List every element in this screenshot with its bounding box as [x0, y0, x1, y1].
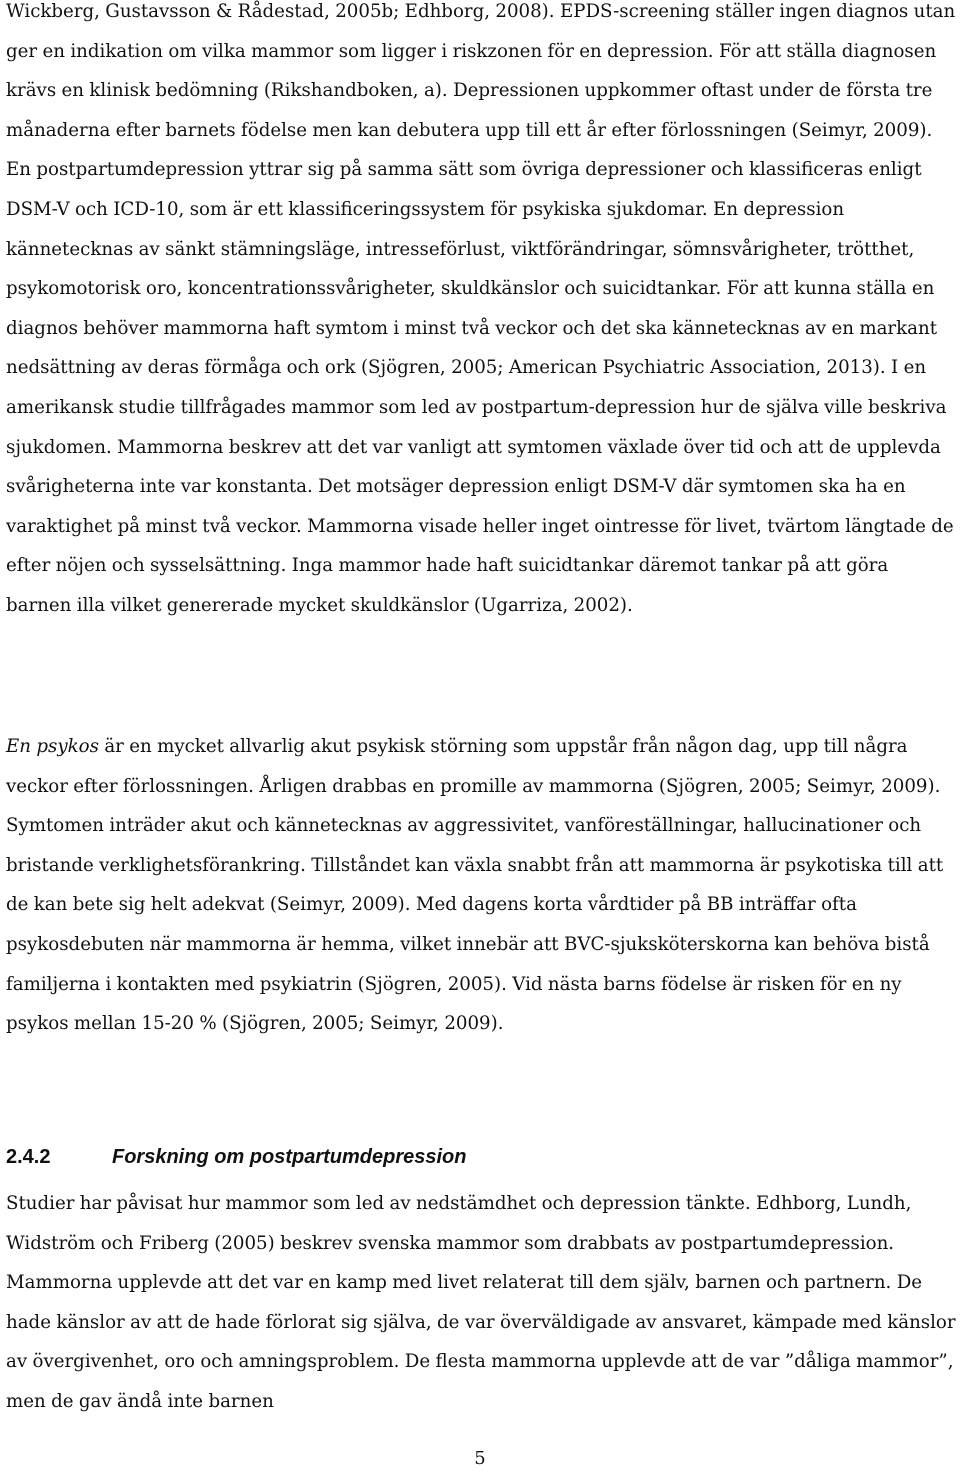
section-title: Forskning om postpartumdepression [112, 1146, 467, 1168]
paragraph-research: Studier har påvisat hur mammor som led av nedstämdhet och depression tänkte. Edhborg, Lundh, Widström och Friberg (2005) beskrev svenska mammor som drabbats av postpartumdepression. Mammorna upplevde att det var en kamp med livet relaterat till dem själv, barnen och partnern. De hade känslor av att de hade förlorat sig själva, de var överväldigade av ansvaret, kämpade med känslor av övergivenhet, oro och amningsproblem. De flesta mammorna upplevde att de var ”dåliga mammor”, men de gav ändå inte barnen [6, 1193, 956, 1412]
paragraph-psychosis [6, 727, 956, 1044]
psychosis-term: En psykos [6, 736, 99, 757]
psychosis-text: är en mycket allvarlig akut psykisk störning som uppstår från någon dag, upp till några veckor efter förlossningen. Årligen drabbas en promille av mammorna (Sjögren, 2005; Seimyr, 2009). Symtomen inträder akut och kännetecknas av aggressivitet, vanföreställningar, hallucinationer och bristande verklighetsförankring. Tillståndet kan växla snabbt från att mammorna är psykotiska till att de kan bete sig helt adekvat (Seimyr, 2009). Med dagens korta vårdtider på BB inträffar ofta psykosdebuten när mammorna är hemma, vilket innebär att BVC-sjuksköterskorna kan behöva bistå familjerna i kontakten med psykiatrin (Sjögren, 2005). Vid nästa barns födelse är risken för en ny psykos mellan 15-20 % (Sjögren, 2005; Seimyr, 2009). [6, 736, 944, 1035]
section-number: 2.4.2 [6, 1146, 51, 1168]
page-number: 5 [474, 1448, 486, 1469]
section-heading [6, 1146, 466, 1169]
paragraph-postpartum-depression: Wickberg, Gustavsson & Rådestad, 2005b; Edhborg, 2008). EPDS-screening ställer ingen diagnos utan ger en indikation om vilka mammor som ligger i riskzonen för en depression. För att ställa diagnosen krävs en klinisk bedömning (Rikshandboken, a). Depressionen uppkommer oftast under de första tre månaderna efter barnets födelse men kan debutera upp till ett år efter förlossningen (Seimyr, 2009). En postpartumdepression yttrar sig på samma sätt som övriga depressioner och klassificeras enligt DSM-V och ICD-10, som är ett klassificeringssystem för psykiska sjukdomar. En depression kännetecknas av sänkt stämningsläge, intresseförlust, viktförändringar, sömnsvårigheter, trötthet, psykomotorisk oro, koncentrationssvårigheter, skuldkänslor och suicidtankar. För att kunna ställa en diagnos behöver mammorna haft symtom i minst två veckor och det ska kännetecknas av en markant nedsättning av deras förmåga och ork (Sjögren, 2005; American Psychiatric Association, 2013). I en amerikansk studie tillfrågades mammor som led av postpartum-depression hur de själva ville beskriva sjukdomen. Mammorna beskrev att det var vanligt att symtomen växlade över tid och att de upplevda svårigheterna inte var konstanta. Det motsäger depression enligt DSM-V där symtomen ska ha en varaktighet på minst två veckor. Mammorna visade heller inget ointresse för livet, tvärtom längtade de efter nöjen och sysselsättning. Inga mammor hade haft suicidtankar däremot tankar på att göra barnen illa vilket genererade mycket skuldkänslor (Ugarriza, 2002). [6, 1, 956, 616]
